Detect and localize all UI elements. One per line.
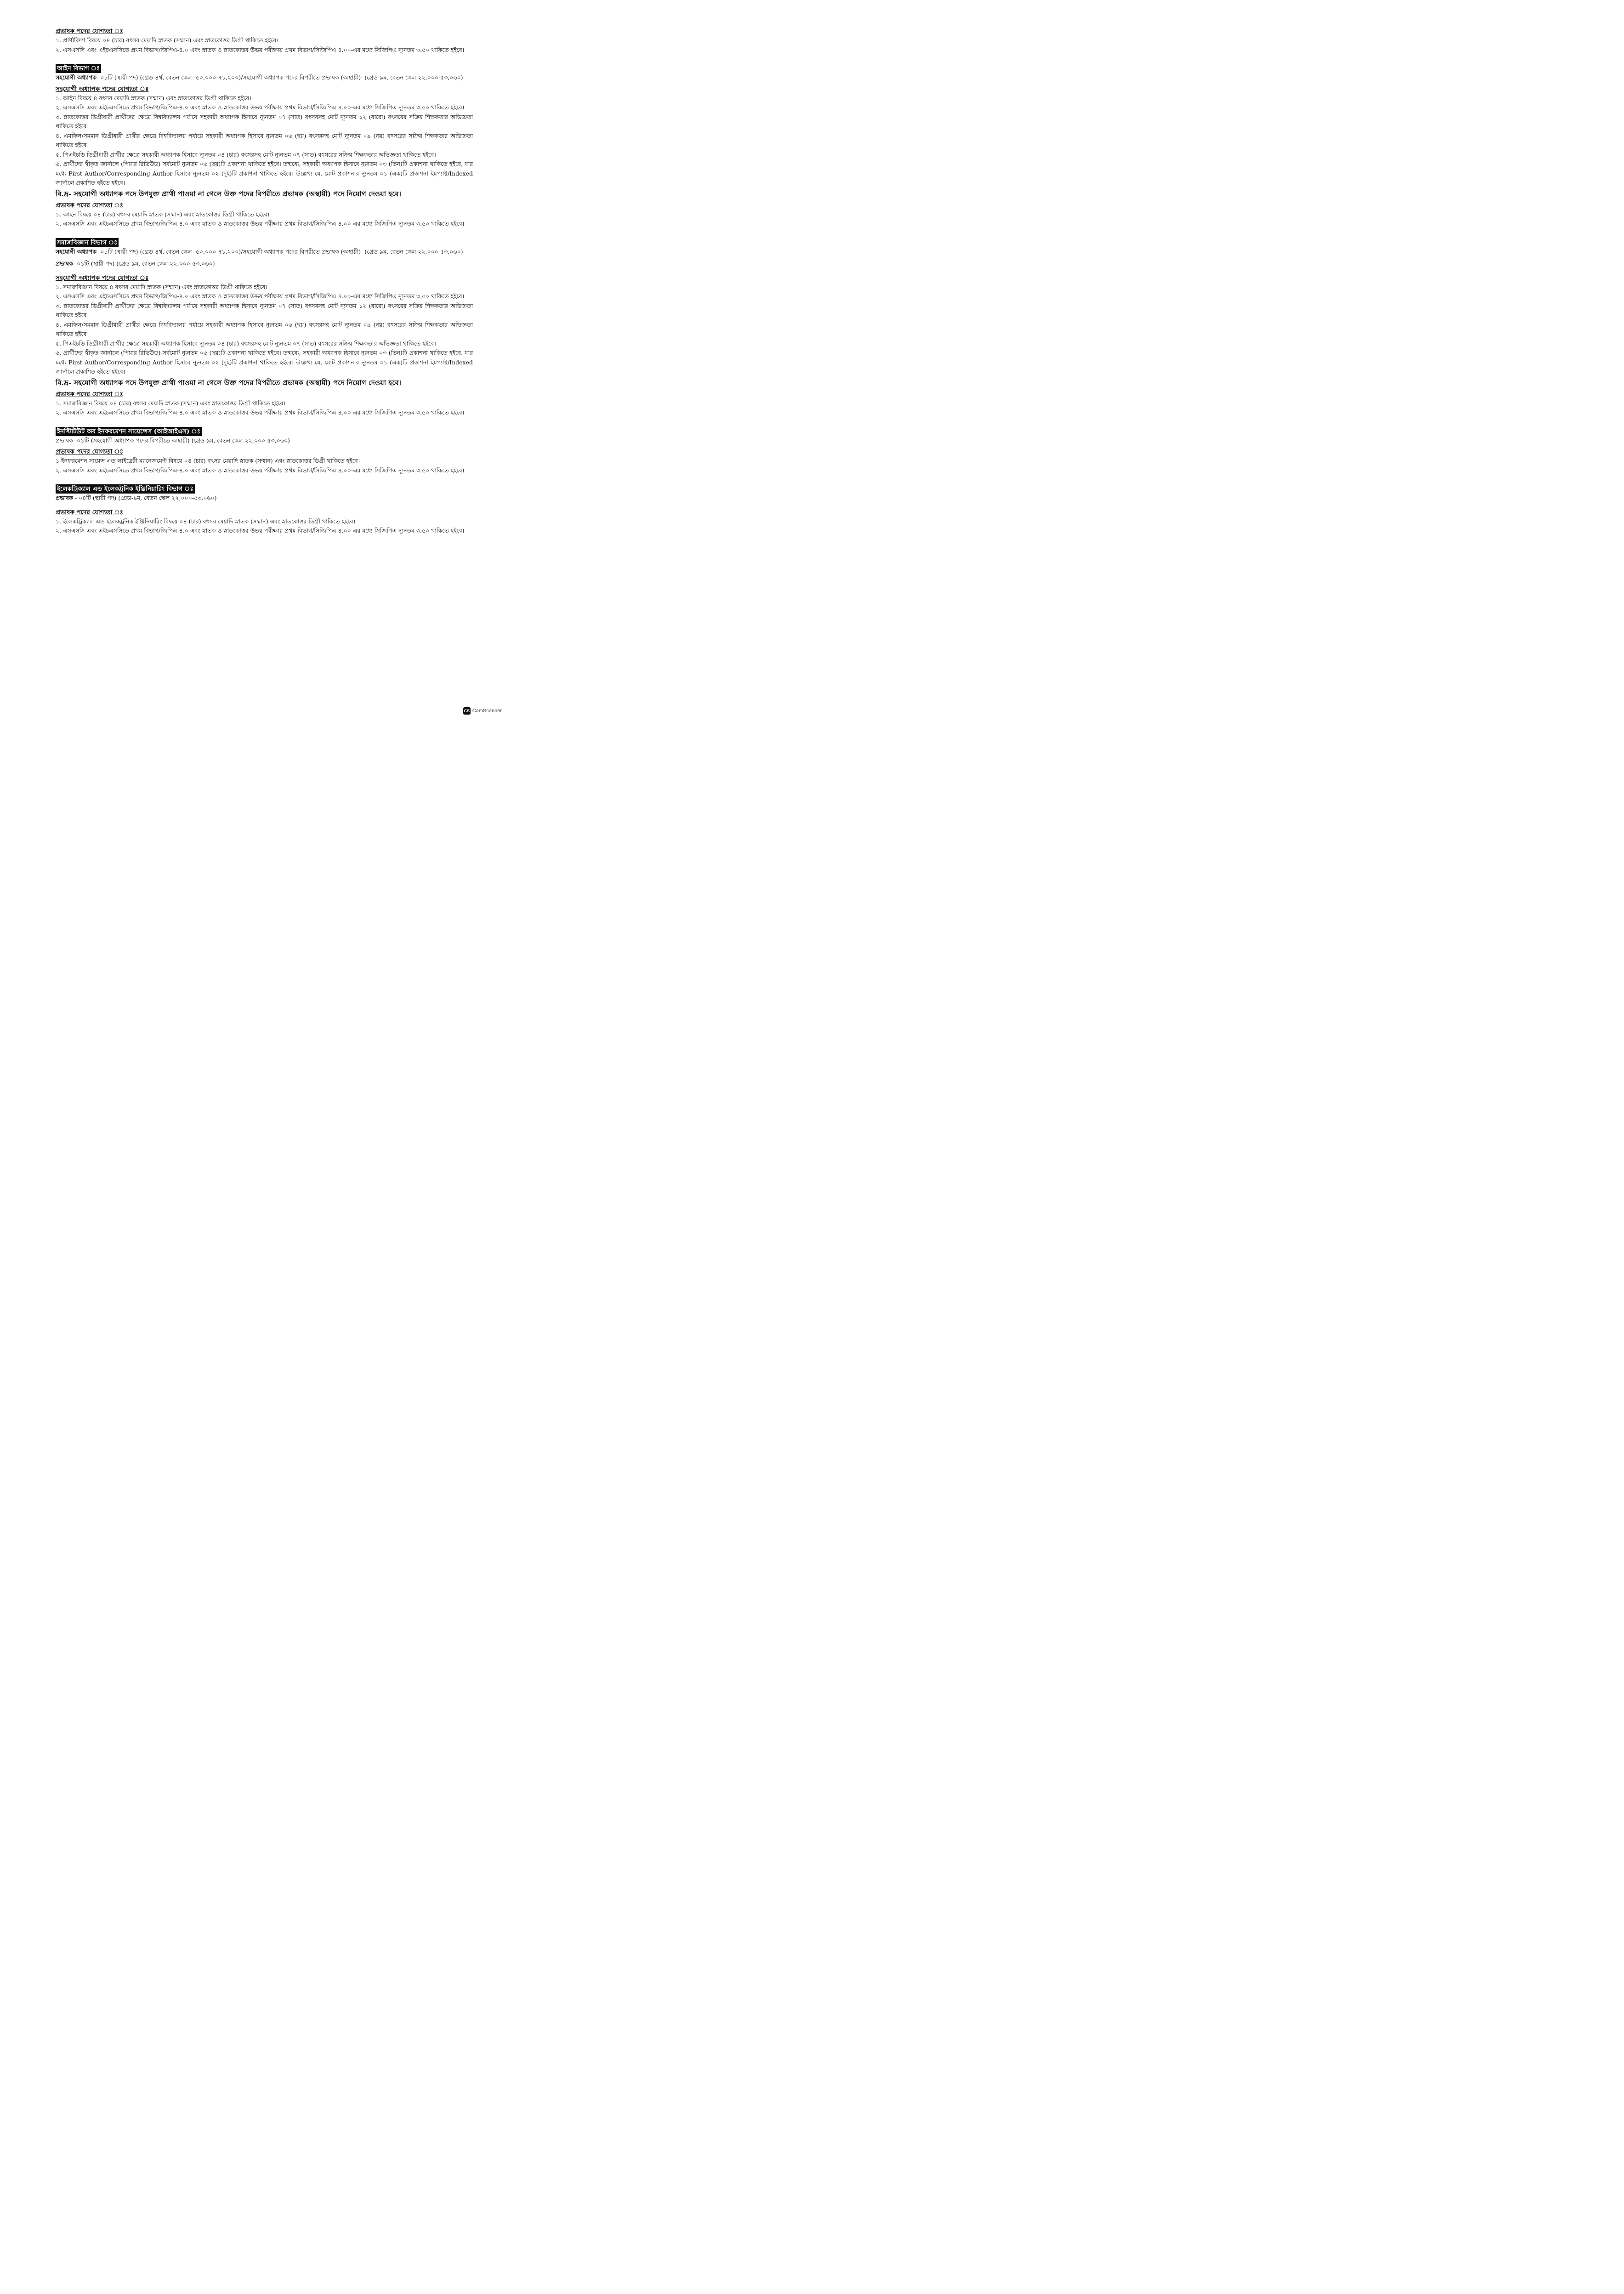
qualification-item: ৪. এমফিল/সমমান ডিগ্রীধারী প্রার্থীর ক্ষেত্রে বিশ্ববিদ্যালয় পর্যায়ে সহকারী অধ্যাপক হিসাবে ন্যূনতম ০৬ (ছয়) বৎসরসহ মোট ন্যূনতম ০৯ (নয়) বৎসরের সক্রিয় শিক্ষকতার অভিজ্ঞতা থাকিতে হইবে। <box>56 132 473 148</box>
position-label: সহযোগী অধ্যাপক <box>56 248 97 255</box>
lecturer-qualification-heading: প্রভাষক পদের যোগ্যতা ঃ <box>56 508 123 516</box>
qualification-item: ১ ইনফরমেশন সায়েন্স এন্ড লাইব্রেরী ম্যানেজমেন্ট বিষয়ে ০৪ (চার) বৎসর মেয়াদি স্নাতক (সম্মান) এবং স্নাতকোত্তর ডিগ্রী থাকিতে হইবে। <box>56 457 360 464</box>
position-line <box>56 73 473 83</box>
qualification-item: ১. ইলেকট্রিক্যাল এন্ড ইলেকট্রনিক ইঞ্জিনিয়ারিং বিষয়ে ০৪ (চার) বৎসর মেয়াদি স্নাতক (সম্মান) এবং স্নাতকোত্তর ডিগ্রী থাকিতে হইবে। <box>56 517 356 525</box>
document-page <box>56 25 473 536</box>
qualification-item: ২. এসএসসি এবং এইচএসসিতে প্রথম বিভাগ/জিপিএ-৪.০ এবং স্নাতক ও স্নাতকোত্তর উভয় পরীক্ষায় প্রথম বিভাগ/সিজিপিএ ৪.০০-এর মধ্যে সিজিপিএ ন্যূনতম ৩.৫০ থাকিতে হইবে। <box>56 466 465 474</box>
department-title: আইন বিভাগ ঃ <box>56 64 101 73</box>
position-label: সহযোগী অধ্যাপক <box>56 74 97 81</box>
qualification-item: ২. এসএসসি এবং এইচএসসিতে প্রথম বিভাগ/জিপিএ-৪.০ এবং স্নাতক ও স্নাতকোত্তর উভয় পরীক্ষায় প্রথম বিভাগ/সিজিপিএ ৪.০০-এর মধ্যে সিজিপিএ ন্যূনতম ৩.৫০ থাকিতে হইবে। <box>56 293 465 300</box>
department-title: সমাজবিজ্ঞান বিভাগ ঃ <box>56 238 119 247</box>
qualification-item: ৫. পিএইচডি ডিগ্রীধারী প্রার্থীর ক্ষেত্রে সহকারী অধ্যাপক হিসাবে ন্যূনতম ০৪ (চার) বৎসরসহ মোট ন্যূনতম ০৭ (সাত) বৎসরের সক্রিয় শিক্ষকতার অভিজ্ঞতা থাকিতে হইবে। <box>56 151 436 158</box>
qualification-item: ১. আইন বিষয়ে ০৪ (চার) বৎসর মেয়াদি স্নাতক (সম্মান) এবং স্নাতকোত্তর ডিগ্রী থাকিতে হইবে। <box>56 210 269 218</box>
section-eee <box>56 475 473 536</box>
note: বি.দ্র- সহযোগী অধ্যাপক পদে উপযুক্ত প্রার্থী পাওয়া না গেলে উক্ত পদের বিপরীতে প্রভাষক (অস্থায়ী) পদে নিয়োগ দেওয়া হবে। <box>56 378 401 387</box>
position-detail: - ০১টি (সহযোগী অধ্যাপক পদের বিপরীতে অস্থায়ী) (গ্রেড-৯ম, বেতন স্কেল ২২,০০০-৫৩,০৬০) <box>73 437 290 444</box>
position-label: প্রভাষক <box>56 494 73 501</box>
qualification-item: ৩. স্নাতকোত্তর ডিগ্রীধারী প্রার্থীদের ক্ষেত্রে বিশ্ববিদ্যালয় পর্যায়ে সহকারী অধ্যাপক হিসাবে ন্যূনতম ০৭ (সাত) বৎসরসহ মোট ন্যূনতম ১২ (বারো) বৎসরের সক্রিয় শিক্ষকতার অভিজ্ঞতা থাকিতে হইবে। <box>56 302 473 318</box>
qualification-item: ৫. পিএইচডি ডিগ্রীধারী প্রার্থীর ক্ষেত্রে সহকারী অধ্যাপক হিসাবে ন্যূনতম ০৪ (চার) বৎসরসহ মোট ন্যূনতম ০৭ (সাত) বৎসরের সক্রিয় শিক্ষকতার অভিজ্ঞতা থাকিতে হইবে। <box>56 340 436 347</box>
position-detail: - ০১টি (স্থায়ী পদ) (গ্রেড-৪র্থ, বেতন স্কেল -৫০,০০০-৭১,২০০)/সহযোগী অধ্যাপক পদের বিপরীতে প্রভাষক (অস্থায়ী)- (গ্রেড-৯ম, বেতন স্কেল ২২,০০০-৫৩,০৬০) <box>97 248 463 255</box>
qualification-item: ২. এসএসসি এবং এইচএসসিতে প্রথম বিভাগ/জিপিএ-৪.০ এবং স্নাতক ও স্নাতকোত্তর উভয় পরীক্ষায় প্রথম বিভাগ/সিজিপিএ ৪.০০-এর মধ্যে সিজিপিএ ন্যূনতম ৩.৫০ থাকিতে হইবে। <box>56 409 465 416</box>
position-line <box>56 247 473 257</box>
section-top <box>56 27 473 55</box>
section-sociology <box>56 229 473 418</box>
assoc-qualification-heading: সহযোগী অধ্যাপক পদের যোগ্যতা ঃ <box>56 85 149 93</box>
section-iis <box>56 418 473 476</box>
camscanner-label: CamScanner <box>472 708 502 714</box>
qualification-item: ৪. এমফিল/সমমান ডিগ্রীধারী প্রার্থীর ক্ষেত্রে বিশ্ববিদ্যালয় পর্যায়ে সহকারী অধ্যাপক হিসাবে ন্যূনতম ০৬ (ছয়) বৎসরসহ মোট ন্যূনতম ০৯ (নয়) বৎসরের সক্রিয় শিক্ষকতার অভিজ্ঞতা থাকিতে হইবে। <box>56 321 473 337</box>
lecturer-qualification-heading: প্রভাষক পদের যোগ্যতা ঃ <box>56 28 123 35</box>
lecturer-qualification-heading: প্রভাষক পদের যোগ্যতা ঃ <box>56 448 123 455</box>
department-title: ইলেকট্রিক্যাল এন্ড ইলেকট্রনিক ইঞ্জিনিয়ারিং বিভাগ ঃ <box>56 484 195 494</box>
qualification-item: ১. প্রাণীবিদ্যা বিষয়ে ০৪ (চার) বৎসর মেয়াদি স্নাতক (সম্মান) এবং স্নাতকোত্তর ডিগ্রী থাকিতে হইবে। <box>56 37 278 44</box>
lecturer-qualification-heading: প্রভাষক পদের যোগ্যতা ঃ <box>56 201 123 209</box>
position-detail: - ০৪টি (স্থায়ী পদ) (গ্রেড-৯ম, বেতন স্কেল ২২,০০০-৫৩,০৬০) <box>73 494 217 501</box>
qualification-item: ৬. প্রার্থীদের স্বীকৃত জার্নালে (পিয়ার রিভিউড) সর্বমোট ন্যূনতম ০৬ (ছয়)টি প্রকাশনা থাকিতে হইবে। তন্মধ্যে, সহকারী অধ্যাপক হিসাবে ন্যূনতম ০৩ (তিন)টি প্রকাশনা থাকিতে হইবে, যার মধ্যে First Author/Corresponding Author হিসাবে ন্যূনতম ০২ (দুই)টি প্রকাশনা থাকিতে হইবে। উল্লেখ্য যে, মোট প্রকাশনার ন্যূনতম ০১ (এক)টি প্রকাশনা ইমপ্যাক্ট/Indexed জার্নালে প্রকাশিত হইতে হইবে। <box>56 349 473 375</box>
position-detail: - ০১টি (স্থায়ী পদ) (গ্রেড-৪র্থ, বেতন স্কেল -৫০,০০০-৭১,২০০)/সহযোগী অধ্যাপক পদের বিপরীতে প্রভাষক (অস্থায়ী)- (গ্রেড-৯ম, বেতন স্কেল ২২,০০০-৫৩,০৬০) <box>97 74 463 81</box>
section-law <box>56 55 473 229</box>
qualification-item: ৩. স্নাতকোত্তর ডিগ্রীধারী প্রার্থীদের ক্ষেত্রে বিশ্ববিদ্যালয় পর্যায়ে সহকারী অধ্যাপক হিসাবে ন্যূনতম ০৭ (সাত) বৎসরসহ মোট ন্যূনতম ১২ (বারো) বৎসরের সক্রিয় শিক্ষকতার অভিজ্ঞতা থাকিতে হইবে। <box>56 113 473 130</box>
department-title: ইনস্টিটিউট অব ইনফরমেশন সায়েন্সেস (আইআইএস) ঃ <box>56 427 202 436</box>
lecturer-qualification-heading: প্রভাষক পদের যোগ্যতা ঃ <box>56 390 123 398</box>
note: বি.দ্র- সহযোগী অধ্যাপক পদে উপযুক্ত প্রার্থী পাওয়া না গেলে উক্ত পদের বিপরীতে প্রভাষক (অস্থায়ী) পদে নিয়োগ দেওয়া হবে। <box>56 189 401 198</box>
position-line <box>56 494 473 503</box>
qualification-item: ১. সমাজবিজ্ঞান বিষয়ে ০৪ (চার) বৎসর মেয়াদি স্নাতক (সম্মান) এবং স্নাতকোত্তর ডিগ্রী থাকিতে হইবে। <box>56 399 285 407</box>
qualification-item: ১. আইন বিষয়ে ৪ বৎসর মেয়াদি স্নাতক (সম্মান) এবং স্নাতকোত্তর ডিগ্রী থাকিতে হইবে। <box>56 94 251 102</box>
qualification-item: ২. এসএসসি এবং এইচএসসিতে প্রথম বিভাগ/জিপিএ-৪.০ এবং স্নাতক ও স্নাতকোত্তর উভয় পরীক্ষায় প্রথম বিভাগ/সিজিপিএ ৪.০০-এর মধ্যে সিজিপিএ ন্যূনতম ৩.৫০ থাকিতে হইবে। <box>56 220 465 227</box>
qualification-item: ২. এসএসসি এবং এইচএসসিতে প্রথম বিভাগ/জিপিএ-৪.০ এবং স্নাতক ও স্নাতকোত্তর উভয় পরীক্ষায় প্রথম বিভাগ/সিজিপিএ ৪.০০-এর মধ্যে সিজিপিএ ন্যূনতম ৩.৫০ থাকিতে হইবে। <box>56 104 465 111</box>
position-line <box>56 436 473 446</box>
position-line <box>56 259 473 269</box>
position-label: প্রভাষক <box>56 260 73 267</box>
camscanner-logo-icon: CS <box>463 707 471 715</box>
qualification-item: ২. এসএসসি এবং এইচএসসিতে প্রথম বিভাগ/জিপিএ-৪.০ এবং স্নাতক ও স্নাতকোত্তর উভয় পরীক্ষায় প্রথম বিভাগ/সিজিপিএ ৪.০০-এর মধ্যে সিজিপিএ ন্যূনতম ৩.৫০ থাকিতে হইবে। <box>56 46 465 53</box>
qualification-item: ৬. প্রার্থীদের স্বীকৃত জার্নালে (পিয়ার রিভিউড) সর্বমোট ন্যূনতম ০৬ (ছয়)টি প্রকাশনা থাকিতে হইবে। তন্মধ্যে, সহকারী অধ্যাপক হিসাবে ন্যূনতম ০৩ (তিন)টি প্রকাশনা থাকিতে হইবে, যার মধ্যে First Author/Corresponding Author হিসাবে ন্যূনতম ০২ (দুই)টি প্রকাশনা থাকিতে হইবে। উল্লেখ্য যে, মোট প্রকাশনার ন্যূনতম ০১ (এক)টি প্রকাশনা ইমপ্যাক্ট/Indexed জার্নালে প্রকাশিত হইতে হইবে। <box>56 160 473 186</box>
camscanner-watermark <box>463 707 502 715</box>
position-label: প্রভাষক <box>56 437 73 444</box>
assoc-qualification-heading: সহযোগী অধ্যাপক পদের যোগ্যতা ঃ <box>56 274 149 282</box>
position-detail: - ০১টি (স্থায়ী পদ) (গ্রেড-৯ম, বেতন স্কেল ২২,০০০-৫৩,০৬০) <box>73 260 215 267</box>
qualification-item: ২. এসএসসি এবং এইচএসসিতে প্রথম বিভাগ/জিপিএ-৪.০ এবং স্নাতক ও স্নাতকোত্তর উভয় পরীক্ষায় প্রথম বিভাগ/সিজিপিএ ৪.০০-এর মধ্যে সিজিপিএ ন্যূনতম ৩.৫০ থাকিতে হইবে। <box>56 527 465 534</box>
qualification-item: ১. সমাজবিজ্ঞান বিষয়ে ৪ বৎসর মেয়াদি স্নাতক (সম্মান) এবং স্নাতকোত্তর ডিগ্রী থাকিতে হইবে। <box>56 283 267 290</box>
